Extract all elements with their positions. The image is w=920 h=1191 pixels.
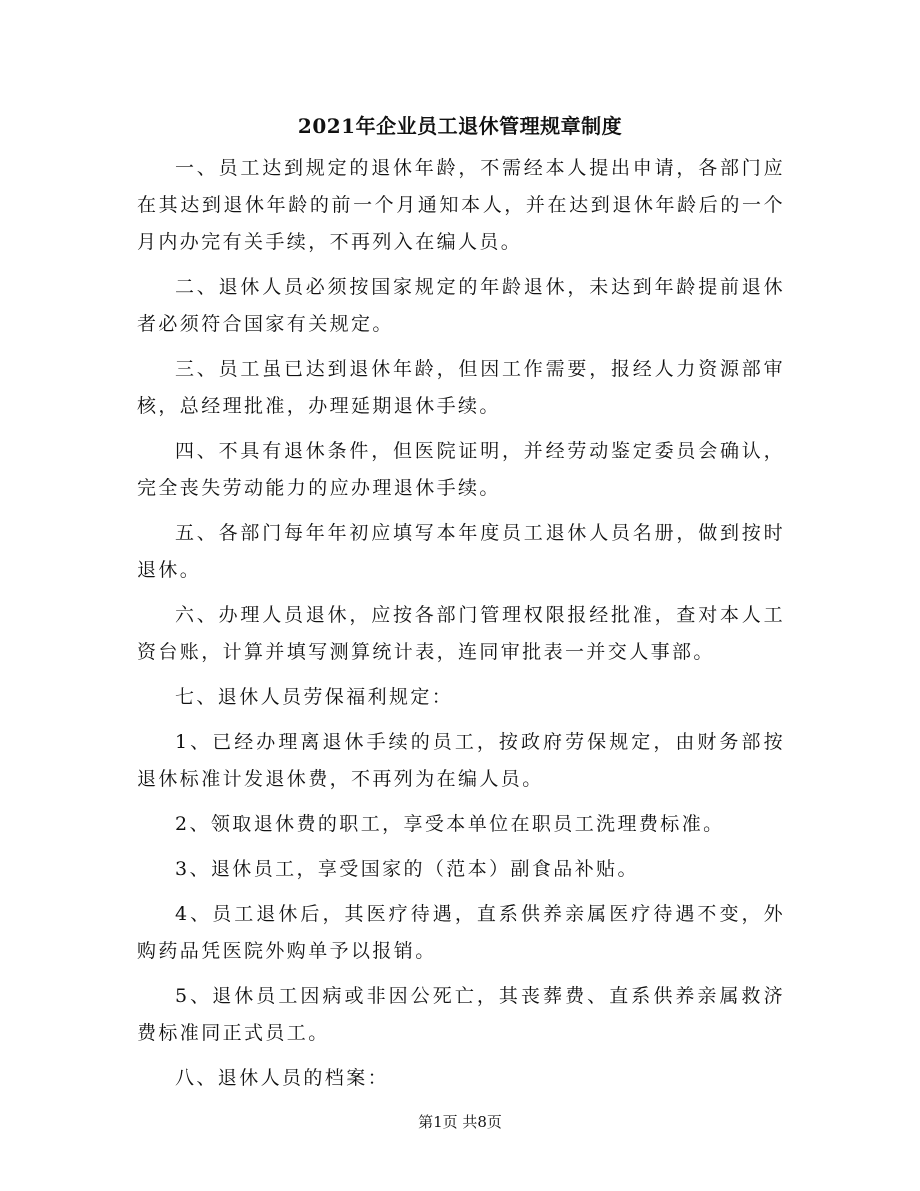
paragraph-13: 八、退休人员的档案：: [175, 1067, 390, 1089]
paragraph-12: 5、退休员工因病或非因公死亡，其丧葬费、直系供养亲属救济费标准同正式员工。: [137, 985, 785, 1044]
paragraph-1: 一、员工达到规定的退休年龄，不需经本人提出申请，各部门应在其达到退休年龄的前一个月通知本人，并在达到退休年龄后的一个月内办完有关手续，不再列入在编人员。: [137, 157, 785, 253]
document-body: [137, 150, 785, 1097]
paragraph-10: 3、退休员工，享受国家的（范本）副食品补贴。: [175, 858, 639, 880]
paragraph-9: 2、领取退休费的职工，享受本单位在职员工洗理费标准。: [175, 813, 725, 835]
paragraph-11: 4、员工退休后，其医疗待遇，直系供养亲属医疗待遇不变，外购药品凭医院外购单予以报销。: [137, 903, 785, 962]
page-number-footer: 第1页 共8页: [418, 1113, 502, 1131]
document-title: 2021年企业员工退休管理规章制度: [297, 114, 623, 138]
paragraph-7: 七、退休人员劳保福利规定：: [175, 686, 454, 708]
paragraph-6: 六、办理人员退休，应按各部门管理权限报经批准，查对本人工资台账，计算并填写测算统计表，连同审批表一并交人事部。: [137, 604, 785, 663]
paragraph-8: 1、已经办理离退休手续的员工，按政府劳保规定，由财务部按退休标准计发退休费，不再列为在编人员。: [137, 731, 785, 790]
paragraph-5: 五、各部门每年年初应填写本年度员工退休人员名册，做到按时退休。: [137, 522, 785, 581]
paragraph-3: 三、员工虽已达到退休年龄，但因工作需要，报经人力资源部审核，总经理批准，办理延期退休手续。: [137, 358, 785, 417]
paragraph-4: 四、不具有退休条件，但医院证明，并经劳动鉴定委员会确认，完全丧失劳动能力的应办理退休手续。: [137, 440, 785, 499]
paragraph-2: 二、退休人员必须按国家规定的年龄退休，未达到年龄提前退休者必须符合国家有关规定。: [137, 276, 785, 335]
